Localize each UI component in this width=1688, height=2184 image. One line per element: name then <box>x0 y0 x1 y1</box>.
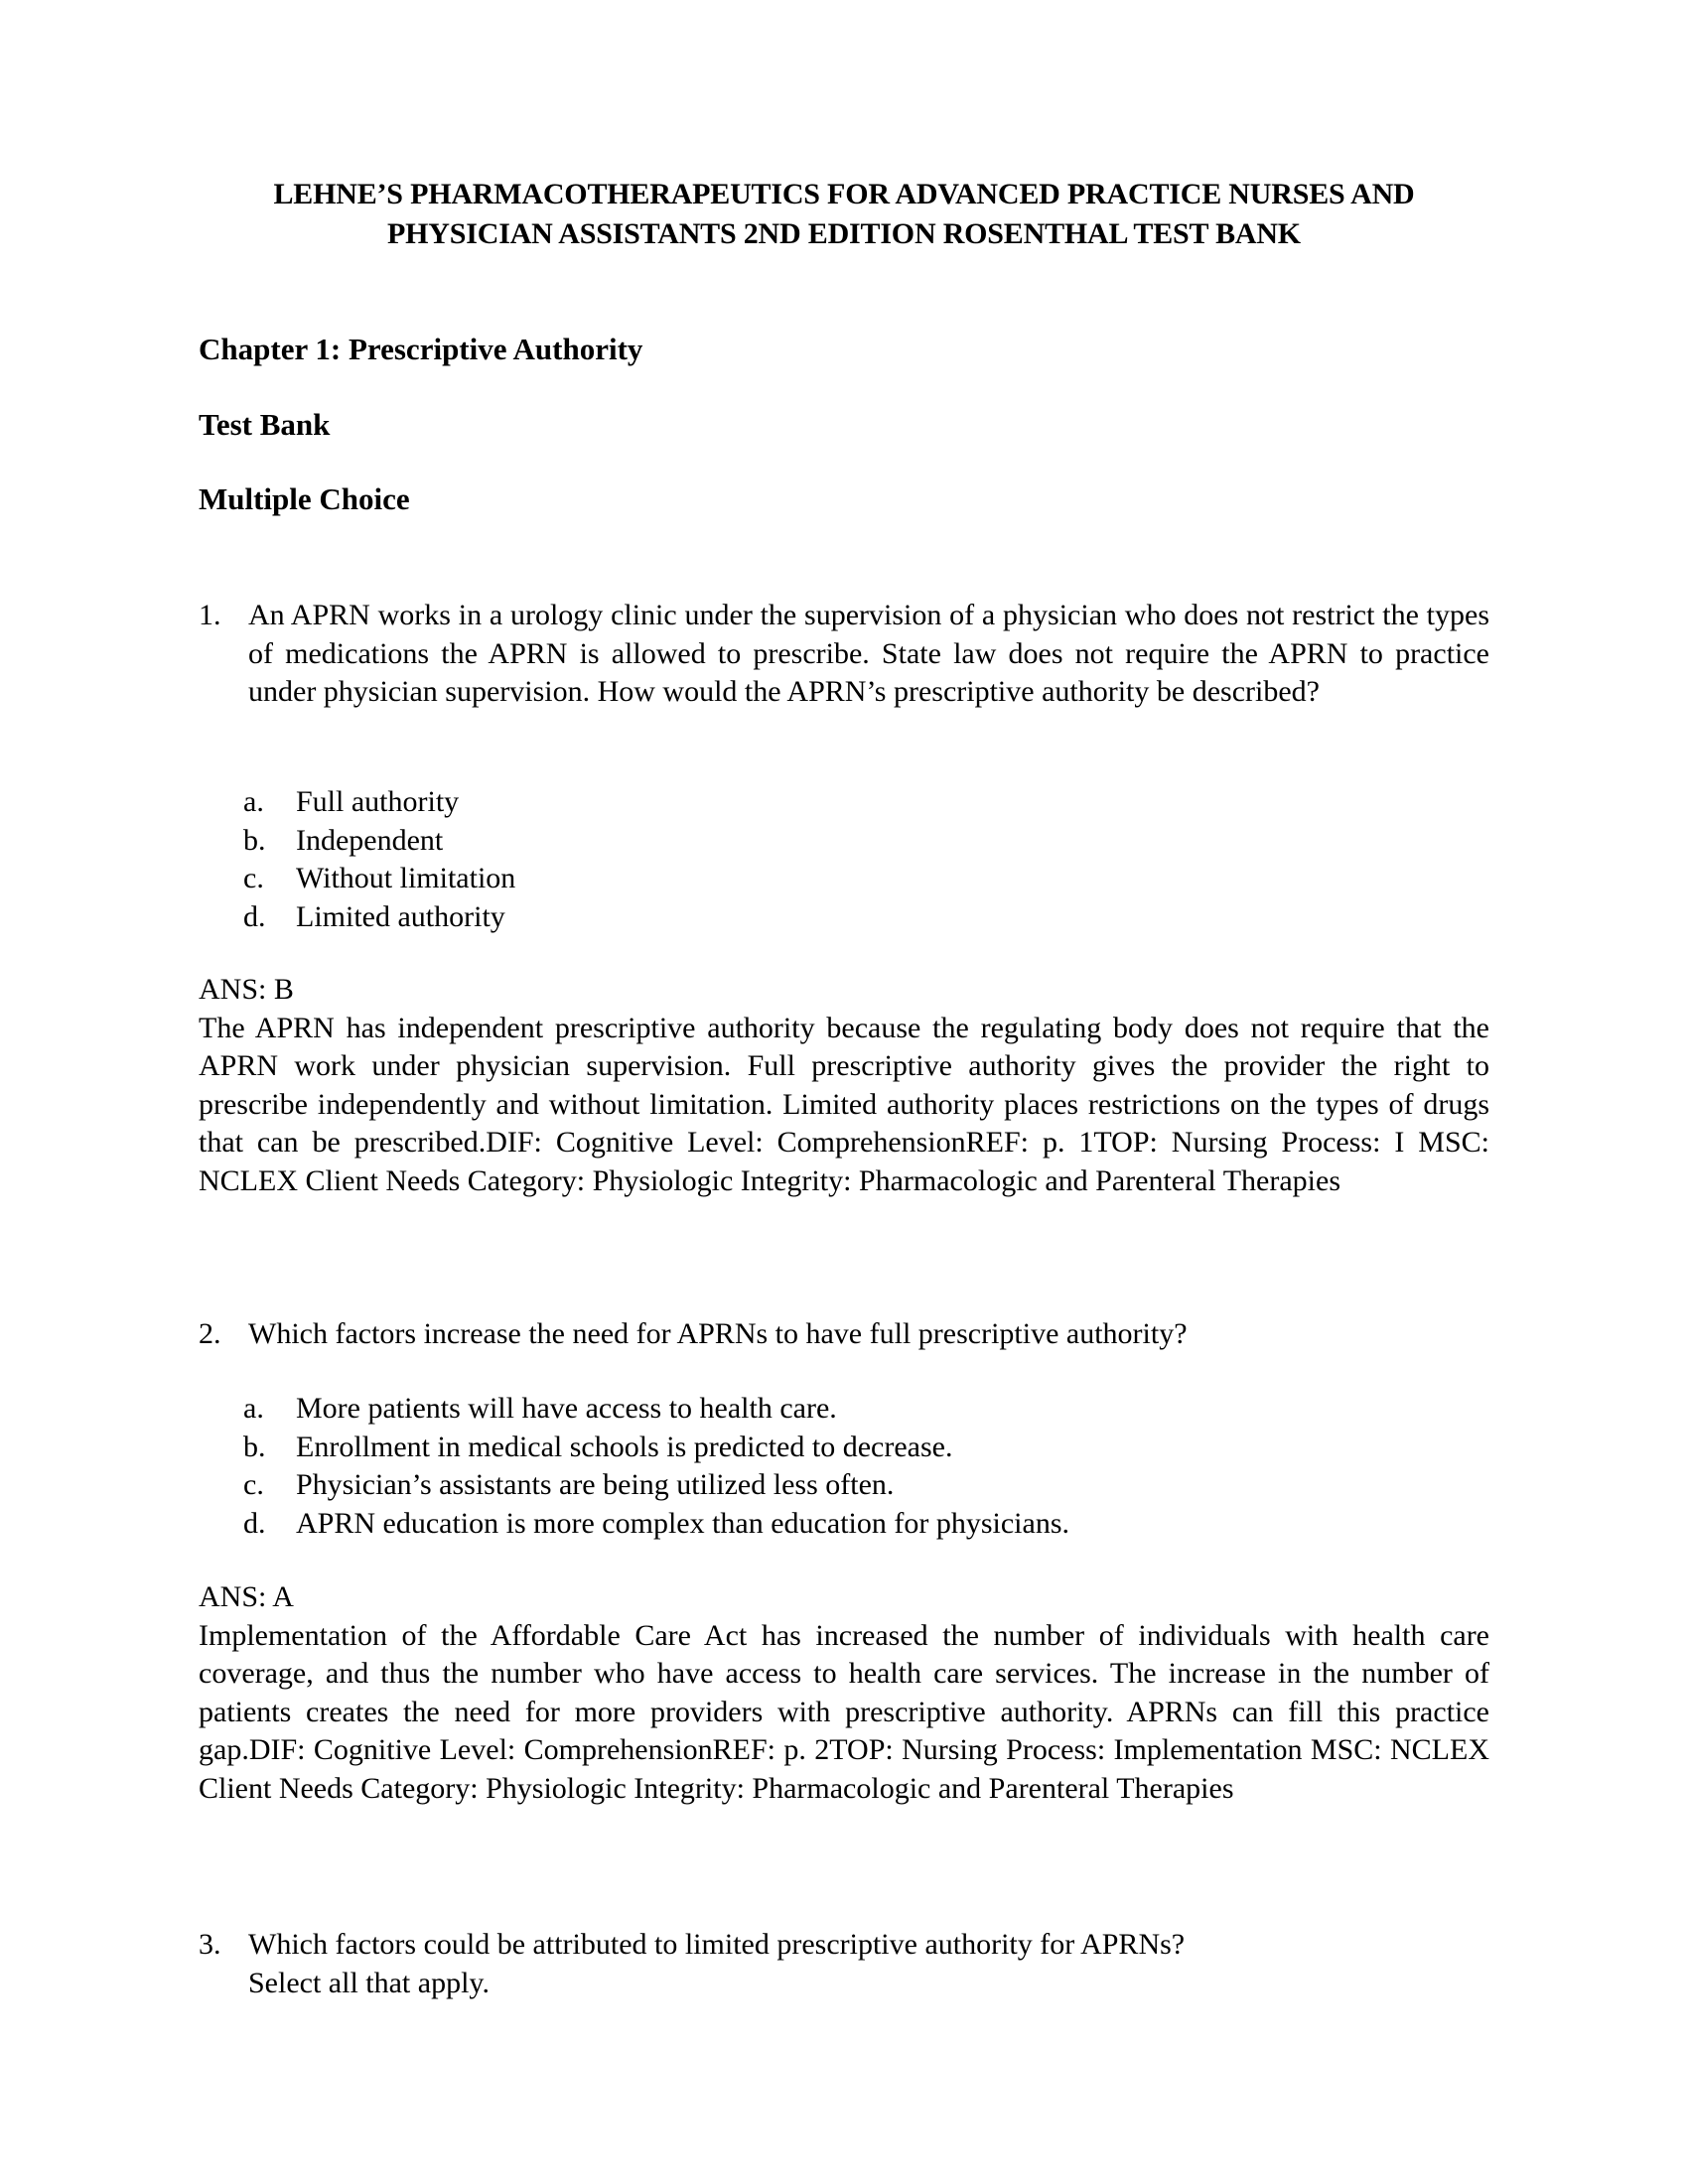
option-text: Enrollment in medical schools is predicted to decrease. <box>296 1430 953 1463</box>
answer-rationale: The APRN has independent prescriptive authority because the regulating body does not require that the APRN work under physician supervision. Full prescriptive authority gives the provider the right to prescribe independently and without limitation. Limited authority places restrictions on the types of drugs that can be prescribed.DIF: Cognitive Level: ComprehensionREF: p. 1TOP: Nursing Process: I MSC: NCLEX Client Needs Category: Physiologic Integrity: Pharmacologic and Parenteral Therapies <box>199 1011 1489 1197</box>
question-number: 2. <box>199 1317 221 1350</box>
option-letter: b. <box>243 1430 266 1463</box>
question-1-answer <box>199 971 1489 1200</box>
answer-key: ANS: B <box>199 973 294 1006</box>
option-text: Without limitation <box>296 862 516 894</box>
option-text: Physician’s assistants are being utilized less often. <box>296 1468 895 1501</box>
question-3 <box>199 1926 1489 2002</box>
option-letter: b. <box>243 823 266 857</box>
question-text: Which factors could be attributed to limited prescriptive authority for APRNs? <box>248 1928 1186 1961</box>
document-title <box>149 175 1539 254</box>
option-letter: a. <box>243 1392 264 1425</box>
question-text: Which factors increase the need for APRNs to have full prescriptive authority? <box>248 1317 1188 1350</box>
answer-rationale: Implementation of the Affordable Care Act has increased the number of individuals with health care coverage, and thus the number who have access to health care services. The increase in the number of patients creates the need for more providers with prescriptive authority. APRNs can fill this practice gap.DIF: Cognitive Level: ComprehensionREF: p. 2TOP: Nursing Process: Implementation MSC: NCLEX Client Needs Category: Physiologic Integrity: Pharmacologic and Parenteral Therapies <box>199 1618 1489 1805</box>
question-1 <box>199 597 1489 712</box>
option-letter: c. <box>243 862 264 894</box>
option-letter: d. <box>243 1506 266 1540</box>
option-b <box>243 822 515 861</box>
question-text: An APRN works in a urology clinic under the supervision of a physician who does not restrict the types of medications the APRN is allowed to prescribe. State law does not require the APRN to practice under physician supervision. How would the APRN’s prescriptive authority be described? <box>248 599 1489 708</box>
option-letter: a. <box>243 785 264 818</box>
title-line-2: PHYSICIAN ASSISTANTS 2ND EDITION ROSENTHAL TEST BANK <box>387 217 1301 250</box>
option-a <box>243 783 515 822</box>
answer-key: ANS: A <box>199 1580 294 1613</box>
question-number: 1. <box>199 599 221 631</box>
option-letter: d. <box>243 899 266 933</box>
subsection-heading: Multiple Choice <box>199 481 410 516</box>
option-text: APRN education is more complex than education for physicians. <box>296 1506 1069 1540</box>
title-line-1: LEHNE’S PHARMACOTHERAPEUTICS FOR ADVANCED PRACTICE NURSES AND <box>273 178 1415 210</box>
section-heading: Test Bank <box>199 407 331 442</box>
option-text: Independent <box>296 823 444 857</box>
question-2-answer <box>199 1578 1489 1808</box>
option-a <box>243 1390 1069 1429</box>
option-text: Full authority <box>296 785 460 818</box>
option-text: More patients will have access to health care. <box>296 1392 837 1425</box>
question-number: 3. <box>199 1928 221 1961</box>
option-d <box>243 1505 1069 1544</box>
question-instruction: Select all that apply. <box>248 1966 490 1999</box>
option-text: Limited authority <box>296 899 505 933</box>
option-c <box>243 1466 1069 1505</box>
option-d <box>243 898 515 937</box>
question-2-options <box>243 1390 1069 1543</box>
option-c <box>243 860 515 898</box>
chapter-heading: Chapter 1: Prescriptive Authority <box>199 332 643 366</box>
question-2 <box>199 1315 1489 1354</box>
question-1-options <box>243 783 515 936</box>
option-letter: c. <box>243 1468 264 1501</box>
option-b <box>243 1429 1069 1467</box>
